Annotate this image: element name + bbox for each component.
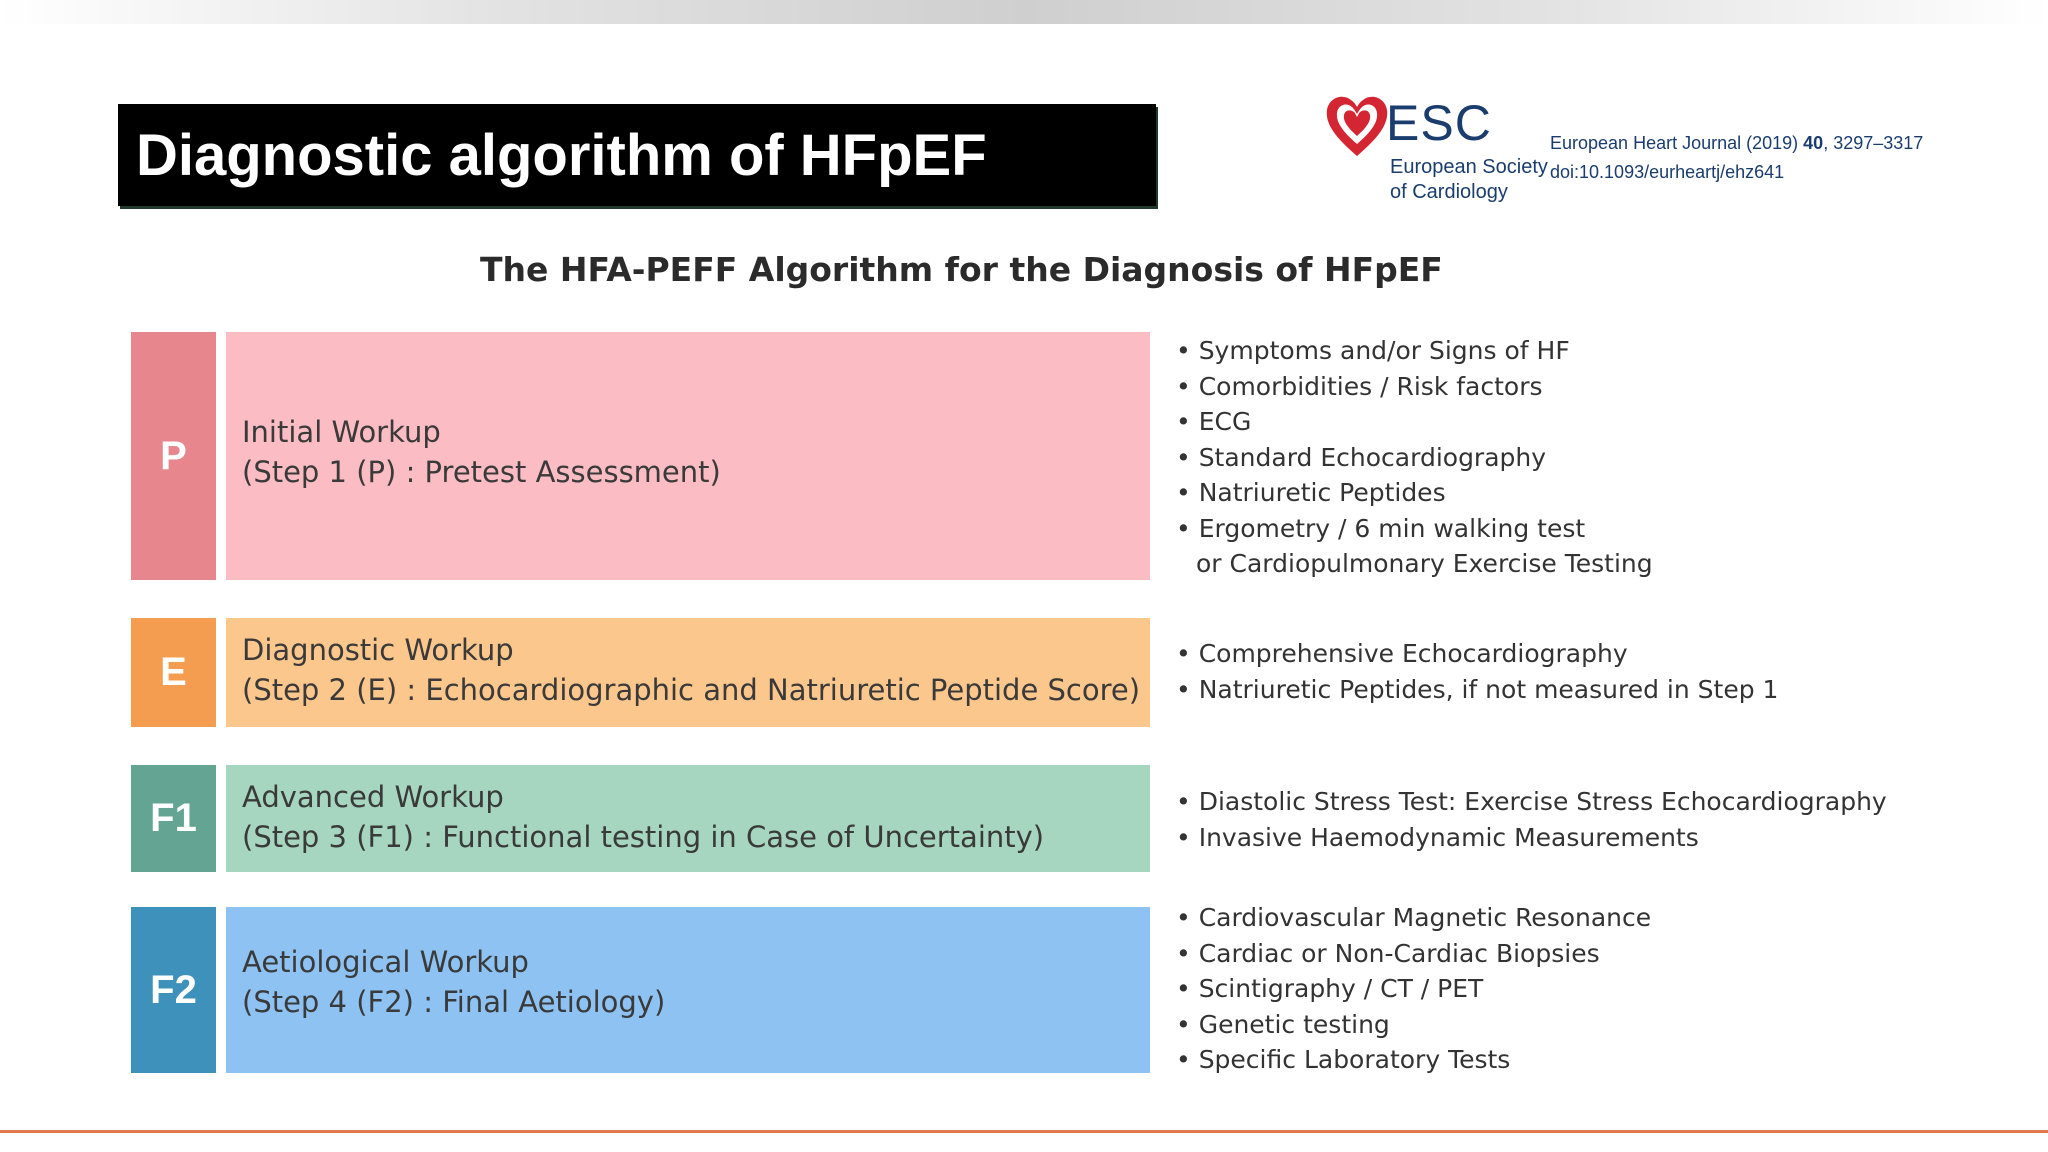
esc-society-line1: European Society bbox=[1390, 156, 1548, 178]
step-title: Advanced Workup bbox=[242, 780, 504, 814]
title-bar bbox=[118, 104, 1156, 206]
citation-doi: doi:10.1093/eurheartj/ehz641 bbox=[1550, 162, 1785, 182]
journal-citation bbox=[1550, 129, 1923, 187]
top-gradient-band bbox=[0, 0, 2048, 24]
list-item-continuation: or Cardiopulmonary Exercise Testing bbox=[1196, 549, 1653, 578]
citation-journal: European Heart Journal (2019) bbox=[1550, 133, 1799, 153]
step-subtitle: (Step 4 (F2) : Final Aetiology) bbox=[242, 985, 666, 1019]
step-letter-f2: F2 bbox=[131, 907, 216, 1073]
step-f1-bullets bbox=[1176, 784, 1887, 855]
step-letter-f1: F1 bbox=[131, 765, 216, 872]
step-title: Aetiological Workup bbox=[242, 945, 529, 979]
step-box-f2 bbox=[226, 907, 1150, 1073]
algorithm-title: The HFA-PEFF Algorithm for the Diagnosis of HFpEF bbox=[480, 250, 1443, 289]
list-item: • Natriuretic Peptides bbox=[1176, 478, 1446, 507]
step-box-e bbox=[226, 618, 1150, 727]
list-item: • ECG bbox=[1176, 407, 1252, 436]
esc-logo-text: ESC bbox=[1386, 95, 1492, 151]
esc-heart-logo-icon bbox=[1322, 90, 1392, 162]
step-letter-e: E bbox=[131, 618, 216, 727]
slide-title: Diagnostic algorithm of HFpEF bbox=[136, 122, 987, 188]
list-item: • Diastolic Stress Test: Exercise Stress Echocardiography bbox=[1176, 787, 1887, 816]
list-item: • Ergometry / 6 min walking test bbox=[1176, 513, 1586, 543]
step-f2-bullets bbox=[1176, 900, 1651, 1078]
step-letter-p: P bbox=[131, 332, 216, 580]
list-item: • Invasive Haemodynamic Measurements bbox=[1176, 822, 1699, 852]
list-item: • Cardiovascular Magnetic Resonance bbox=[1176, 903, 1652, 932]
citation-volume: 40 bbox=[1803, 133, 1824, 153]
list-item: • Comorbidities / Risk factors bbox=[1176, 371, 1543, 401]
list-item: • Standard Echocardiography bbox=[1176, 442, 1547, 472]
step-subtitle: (Step 3 (F1) : Functional testing in Case of Uncertainty) bbox=[242, 820, 1045, 854]
citation-line1 bbox=[1550, 129, 1923, 158]
step-box-p bbox=[226, 332, 1150, 580]
esc-society-line2: of Cardiology bbox=[1390, 181, 1508, 203]
esc-society-name bbox=[1390, 155, 1548, 205]
list-item: • Natriuretic Peptides, if not measured in Step 1 bbox=[1176, 674, 1779, 704]
step-p-bullets bbox=[1176, 333, 1653, 582]
citation-pages: , 3297–3317 bbox=[1823, 133, 1924, 153]
step-e-bullets bbox=[1176, 636, 1778, 707]
list-item: • Specific Laboratory Tests bbox=[1176, 1045, 1511, 1074]
list-item: • Cardiac or Non-Cardiac Biopsies bbox=[1176, 938, 1600, 968]
list-item: • Genetic testing bbox=[1176, 1009, 1390, 1039]
step-subtitle: (Step 1 (P) : Pretest Assessment) bbox=[242, 455, 721, 489]
bottom-divider bbox=[0, 1130, 2048, 1133]
step-subtitle: (Step 2 (E) : Echocardiographic and Natriuretic Peptide Score) bbox=[242, 673, 1141, 707]
list-item: • Comprehensive Echocardiography bbox=[1176, 639, 1628, 668]
list-item: • Symptoms and/or Signs of HF bbox=[1176, 336, 1570, 365]
step-title: Initial Workup bbox=[242, 415, 441, 449]
step-box-f1 bbox=[226, 765, 1150, 872]
list-item: • Scintigraphy / CT / PET bbox=[1176, 974, 1484, 1003]
step-title: Diagnostic Workup bbox=[242, 633, 514, 667]
